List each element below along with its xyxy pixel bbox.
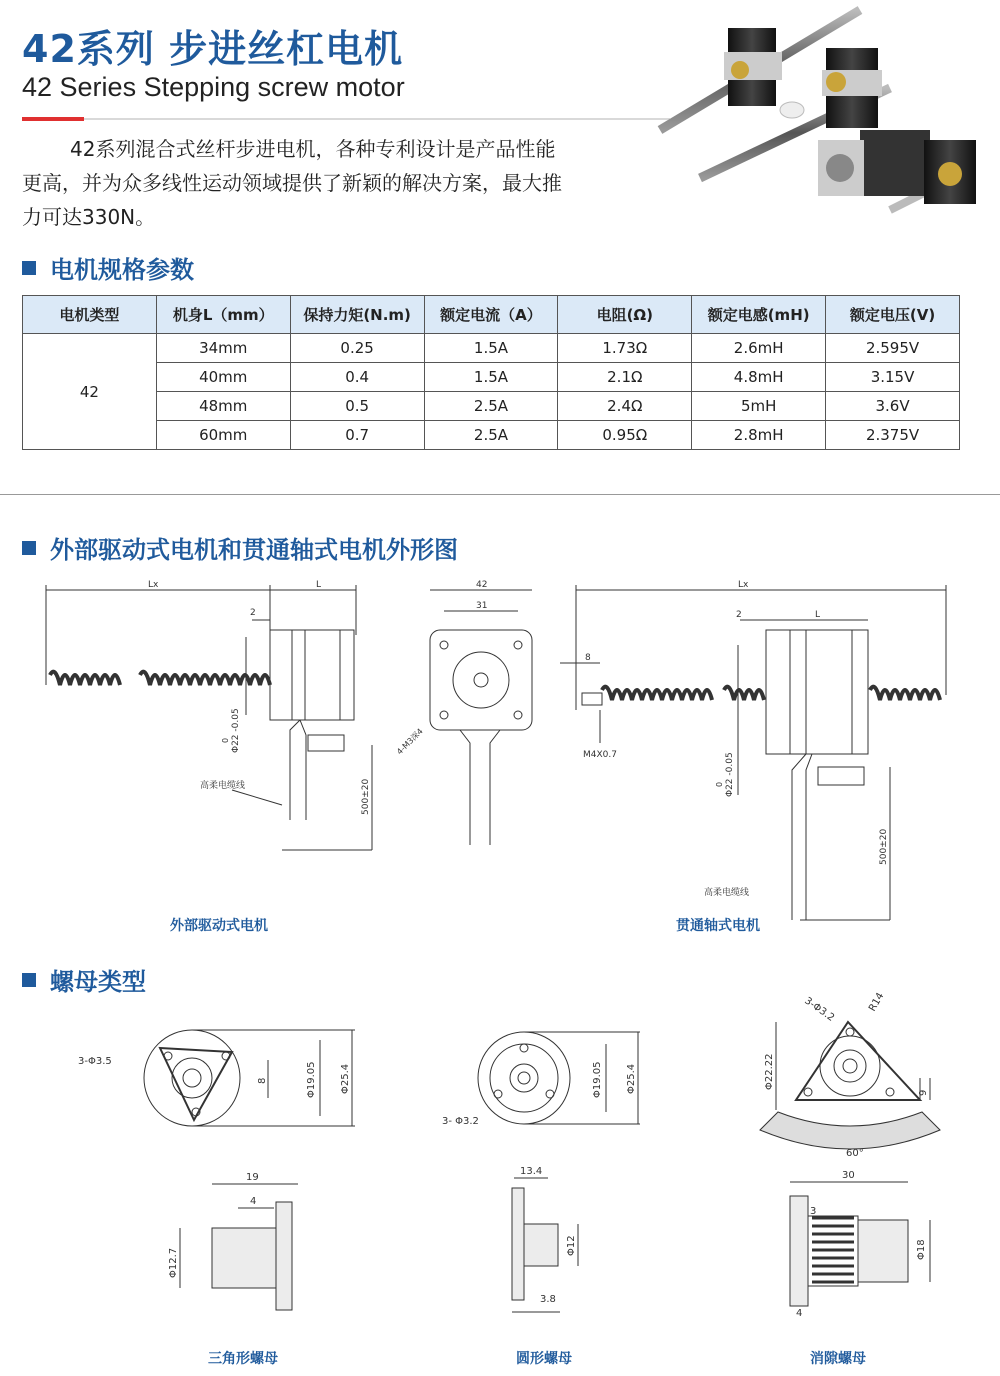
table-cell: 2.4Ω [558,392,692,421]
spec-header-row [23,296,960,334]
dim-9: 9 [918,1089,929,1096]
table-cell: 34mm [156,334,290,363]
dim-tri-holes: 3-Φ3.5 [78,1056,112,1067]
dim-l: L [316,580,322,590]
section-divider [0,494,1000,495]
page-subtitle: 42 Series Stepping screw motor [22,72,405,102]
table-cell: 4.8mH [692,363,826,392]
header-rule [22,118,670,120]
table-cell: 1.5A [424,334,558,363]
table-cell: 2.375V [826,421,960,450]
dim-18: Φ18 [916,1239,927,1260]
page-title: 42系列 步进丝杠电机 [22,27,404,71]
intro-text: 42系列混合式丝杆步进电机，各种专利设计是产品性能更高，并为众多线性运动领域提供了新颖的解决方案，最大推力可达330N。 [22,137,562,229]
cable-label: 高柔电缆线 [200,781,246,791]
table-cell: 0.7 [290,421,424,450]
dim-round-holes: 3- Φ3.2 [442,1116,479,1127]
dim-round-1905: Φ19.05 [592,1061,603,1098]
caption-triangle-nut: 三角形螺母 [208,1351,278,1367]
heading-square-icon [22,973,36,987]
table-cell: 5mH [692,392,826,421]
dim-60: 60° [846,1148,864,1159]
table-row [23,421,960,450]
caption-through-shaft: 贯通轴式电机 [676,918,760,934]
table-cell: 40mm [156,363,290,392]
dim-m4: M4X0.7 [583,750,617,760]
table-cell: 48mm [156,392,290,421]
table-cell: 0.4 [290,363,424,392]
dim-lx: Lx [148,580,159,590]
table-row [23,392,960,421]
dim-shaft-dia-2: Φ22 -0.05 [725,752,735,797]
table-cell: 2.5A [424,392,558,421]
dim-3: 3 [810,1206,817,1217]
motor-type-cell: 42 [23,334,157,450]
table-row [23,363,960,392]
dim-134: 13.4 [520,1166,543,1177]
table-cell: 2.8mH [692,421,826,450]
dim-2222: Φ22.22 [764,1053,775,1090]
dim-r14: R14 [867,990,887,1014]
col-header: 保持力矩(N.m) [290,296,424,334]
round-nut-front [478,1032,640,1124]
product-photo [640,0,1000,240]
dim-2: 2 [250,608,256,618]
col-header: 电机类型 [23,296,157,334]
triangle-nut-side [180,1184,298,1310]
dim-shaft-tol: 0 [221,737,230,743]
cable-label-2: 高柔电缆线 [704,888,750,898]
table-cell: 60mm [156,421,290,450]
col-header: 机身L（mm） [156,296,290,334]
caption-round-nut: 圆形螺母 [516,1351,572,1367]
dim-30: 30 [842,1170,855,1181]
dim-l-2: L [815,610,821,620]
table-cell: 2.5A [424,421,558,450]
antibacklash-nut-front [760,1022,940,1149]
header-rule-accent [22,117,84,121]
outline-drawings [0,575,1000,940]
dim-42: 42 [476,580,488,590]
dim-127: Φ12.7 [168,1247,179,1278]
table-cell: 3.6V [826,392,960,421]
nut-section-heading: 螺母类型 [22,962,146,997]
dim-ag-holes: 3-Φ3.2 [802,995,837,1024]
triangle-nut-front [144,1030,355,1126]
table-row [23,334,960,363]
heading-square-icon [22,261,36,275]
outline-section-heading: 外部驱动式电机和贯通轴式电机外形图 [22,530,458,565]
dim-shaft-dia: Φ22 -0.05 [231,708,241,753]
nut-drawings [0,990,1000,1340]
table-cell: 0.25 [290,334,424,363]
external-drive-drawing [46,585,372,850]
caption-antibacklash-nut: 消隙螺母 [810,1351,866,1367]
table-cell: 2.1Ω [558,363,692,392]
front-view-drawing [430,590,532,845]
dim-round-254: Φ25.4 [626,1063,637,1094]
dim-lx-2: Lx [738,580,749,590]
dim-2-b: 2 [736,610,742,620]
through-shaft-drawing [560,585,946,920]
dim-cable-len: 500±20 [361,778,371,815]
heading-square-icon [22,541,36,555]
antibacklash-nut-side [790,1182,930,1306]
dim-cable-len-2: 500±20 [879,828,889,865]
table-cell: 0.95Ω [558,421,692,450]
table-cell: 0.5 [290,392,424,421]
dim-m3: 4-M3深4 [395,726,425,757]
table-cell: 1.5A [424,363,558,392]
spec-table [22,295,960,450]
col-header: 额定电压(V) [826,296,960,334]
dim-4b: 4 [796,1308,803,1319]
caption-external-drive: 外部驱动式电机 [170,918,268,934]
dim-4: 4 [250,1196,257,1207]
dim-31: 31 [476,601,488,611]
table-cell: 3.15V [826,363,960,392]
table-cell: 2.595V [826,334,960,363]
table-cell: 2.6mH [692,334,826,363]
dim-19: 19 [246,1172,259,1183]
dim-shaft-tol-2: 0 [715,781,724,787]
dim-tri-254: Φ25.4 [340,1063,351,1094]
dim-tri-1905: Φ19.05 [306,1061,317,1098]
col-header: 额定电流（A） [424,296,558,334]
table-cell: 1.73Ω [558,334,692,363]
dim-tri-8: 8 [257,1077,268,1084]
spec-section-heading: 电机规格参数 [22,250,194,285]
dim-8: 8 [585,653,591,663]
dim-12: Φ12 [566,1235,577,1256]
col-header: 电阻(Ω) [558,296,692,334]
dim-38: 3.8 [540,1294,556,1305]
col-header: 额定电感(mH) [692,296,826,334]
